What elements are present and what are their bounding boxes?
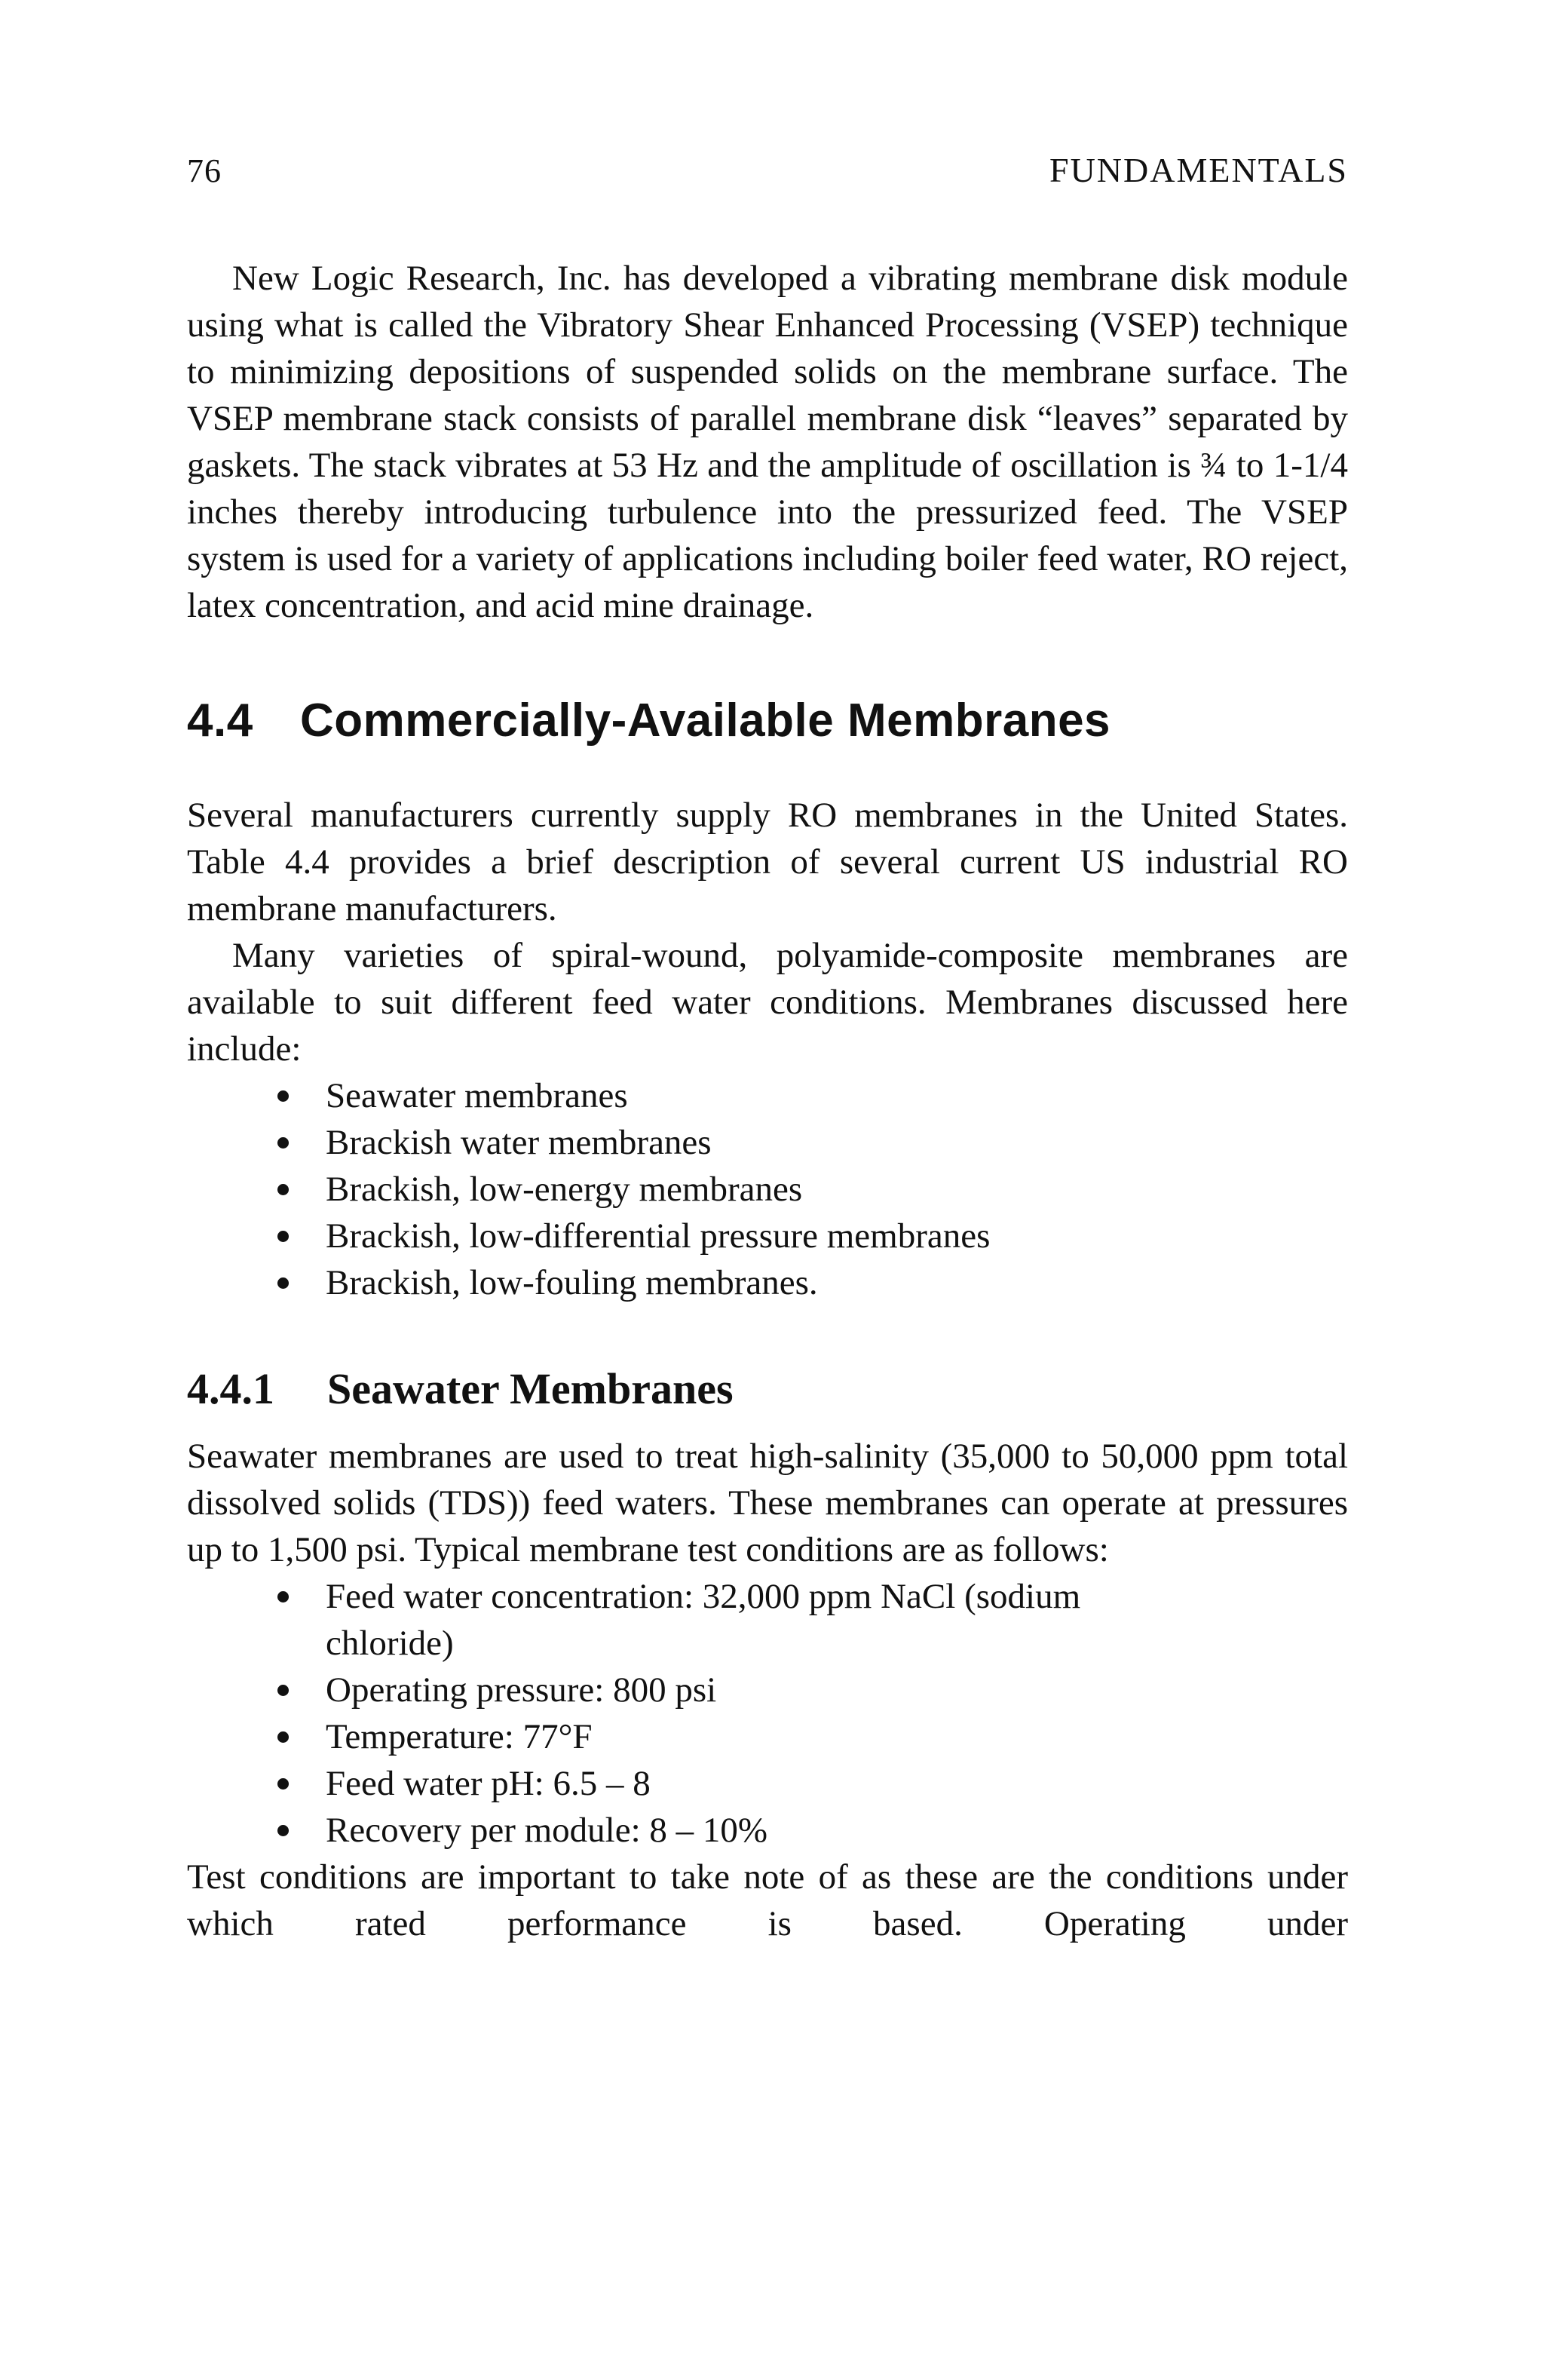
list-item [277,1072,1348,1119]
section-4-4-paragraph-1: Several manufacturers currently supply RO membranes in the United States. Table 4.4 provides a brief description of several current US industrial RO membrane manufacturers. [187,796,1348,928]
section-4-4-1-paragraph-1: Seawater membranes are used to treat high-salinity (35,000 to 50,000 ppm total dissolved solids (TDS)) feed waters. These membranes can operate at pressures up to 1,500 psi. Typical membrane test conditions are as follows: [187,1437,1348,1569]
bullet-icon [277,1731,289,1743]
bullet-icon [277,1591,289,1603]
list-item [277,1119,1348,1166]
list-item-text: Feed water pH: 6.5 – 8 [326,1764,651,1803]
subsection-number: 4.4.1 [187,1364,274,1413]
list-item [277,1667,1348,1713]
running-header [187,151,1348,196]
subsection-heading-4-4-1 [187,1363,1348,1415]
list-item [277,1573,1348,1667]
bullet-icon [277,1090,289,1102]
bullet-icon [277,1778,289,1790]
subsection-title: Seawater Membranes [327,1364,734,1413]
list-item-text: Temperature: 77°F [326,1717,593,1756]
list-item-text: Brackish, low-fouling membranes. [326,1263,818,1302]
section-heading-4-4 [187,694,1348,748]
list-item [277,1259,1348,1306]
bullet-icon [277,1685,289,1696]
list-item-text: Brackish, low-energy membranes [326,1170,803,1209]
list-item-text: Feed water concentration: 32,000 ppm NaCl (sodium chloride) [326,1577,1081,1663]
list-item [277,1807,1348,1854]
list-item [277,1166,1348,1213]
intro-paragraph: New Logic Research, Inc. has developed a vibrating membrane disk module using what is called the Vibratory Shear Enhanced Processing (VSEP) technique to minimizing depositions of suspended solids on the membrane surface. The VSEP membrane stack consists of parallel membrane disk “leaves” separated by gaskets. The stack vibrates at 53 Hz and the amplitude of oscillation is ¾ to 1-1/4 inches thereby introducing turbulence into the pressurized feed. The VSEP system is used for a variety of applications including boiler feed water, RO reject, latex concentration, and acid mine drainage. [187,259,1348,625]
list-item-text: Operating pressure: 800 psi [326,1670,717,1710]
list-item-text: Seawater membranes [326,1076,628,1115]
bullet-icon [277,1277,289,1289]
list-item [277,1213,1348,1259]
list-item-text: Recovery per module: 8 – 10% [326,1811,768,1850]
list-item [277,1760,1348,1807]
bullet-icon [277,1184,289,1195]
list-item [277,1713,1348,1760]
test-conditions-list [187,1573,1348,1854]
book-page [187,151,1348,1947]
page-number: 76 [187,152,222,189]
section-4-4-paragraph-2: Many varieties of spiral-wound, polyamide-composite membranes are available to suit different feed water conditions. Membranes discussed here include: [187,936,1348,1069]
list-item-text: Brackish, low-differential pressure membranes [326,1216,991,1256]
bullet-icon [277,1231,289,1242]
section-number: 4.4 [187,695,253,747]
bullet-icon [277,1137,289,1149]
membrane-type-list [187,1072,1348,1306]
running-section-title: FUNDAMENTALS [1049,151,1348,189]
section-4-4-1-paragraph-2: Test conditions are important to take note of as these are the conditions under which rated performance is based. Operating under [187,1857,1348,1943]
bullet-icon [277,1825,289,1836]
section-title: Commercially-Available Membranes [300,695,1111,747]
list-item-text: Brackish water membranes [326,1123,712,1162]
